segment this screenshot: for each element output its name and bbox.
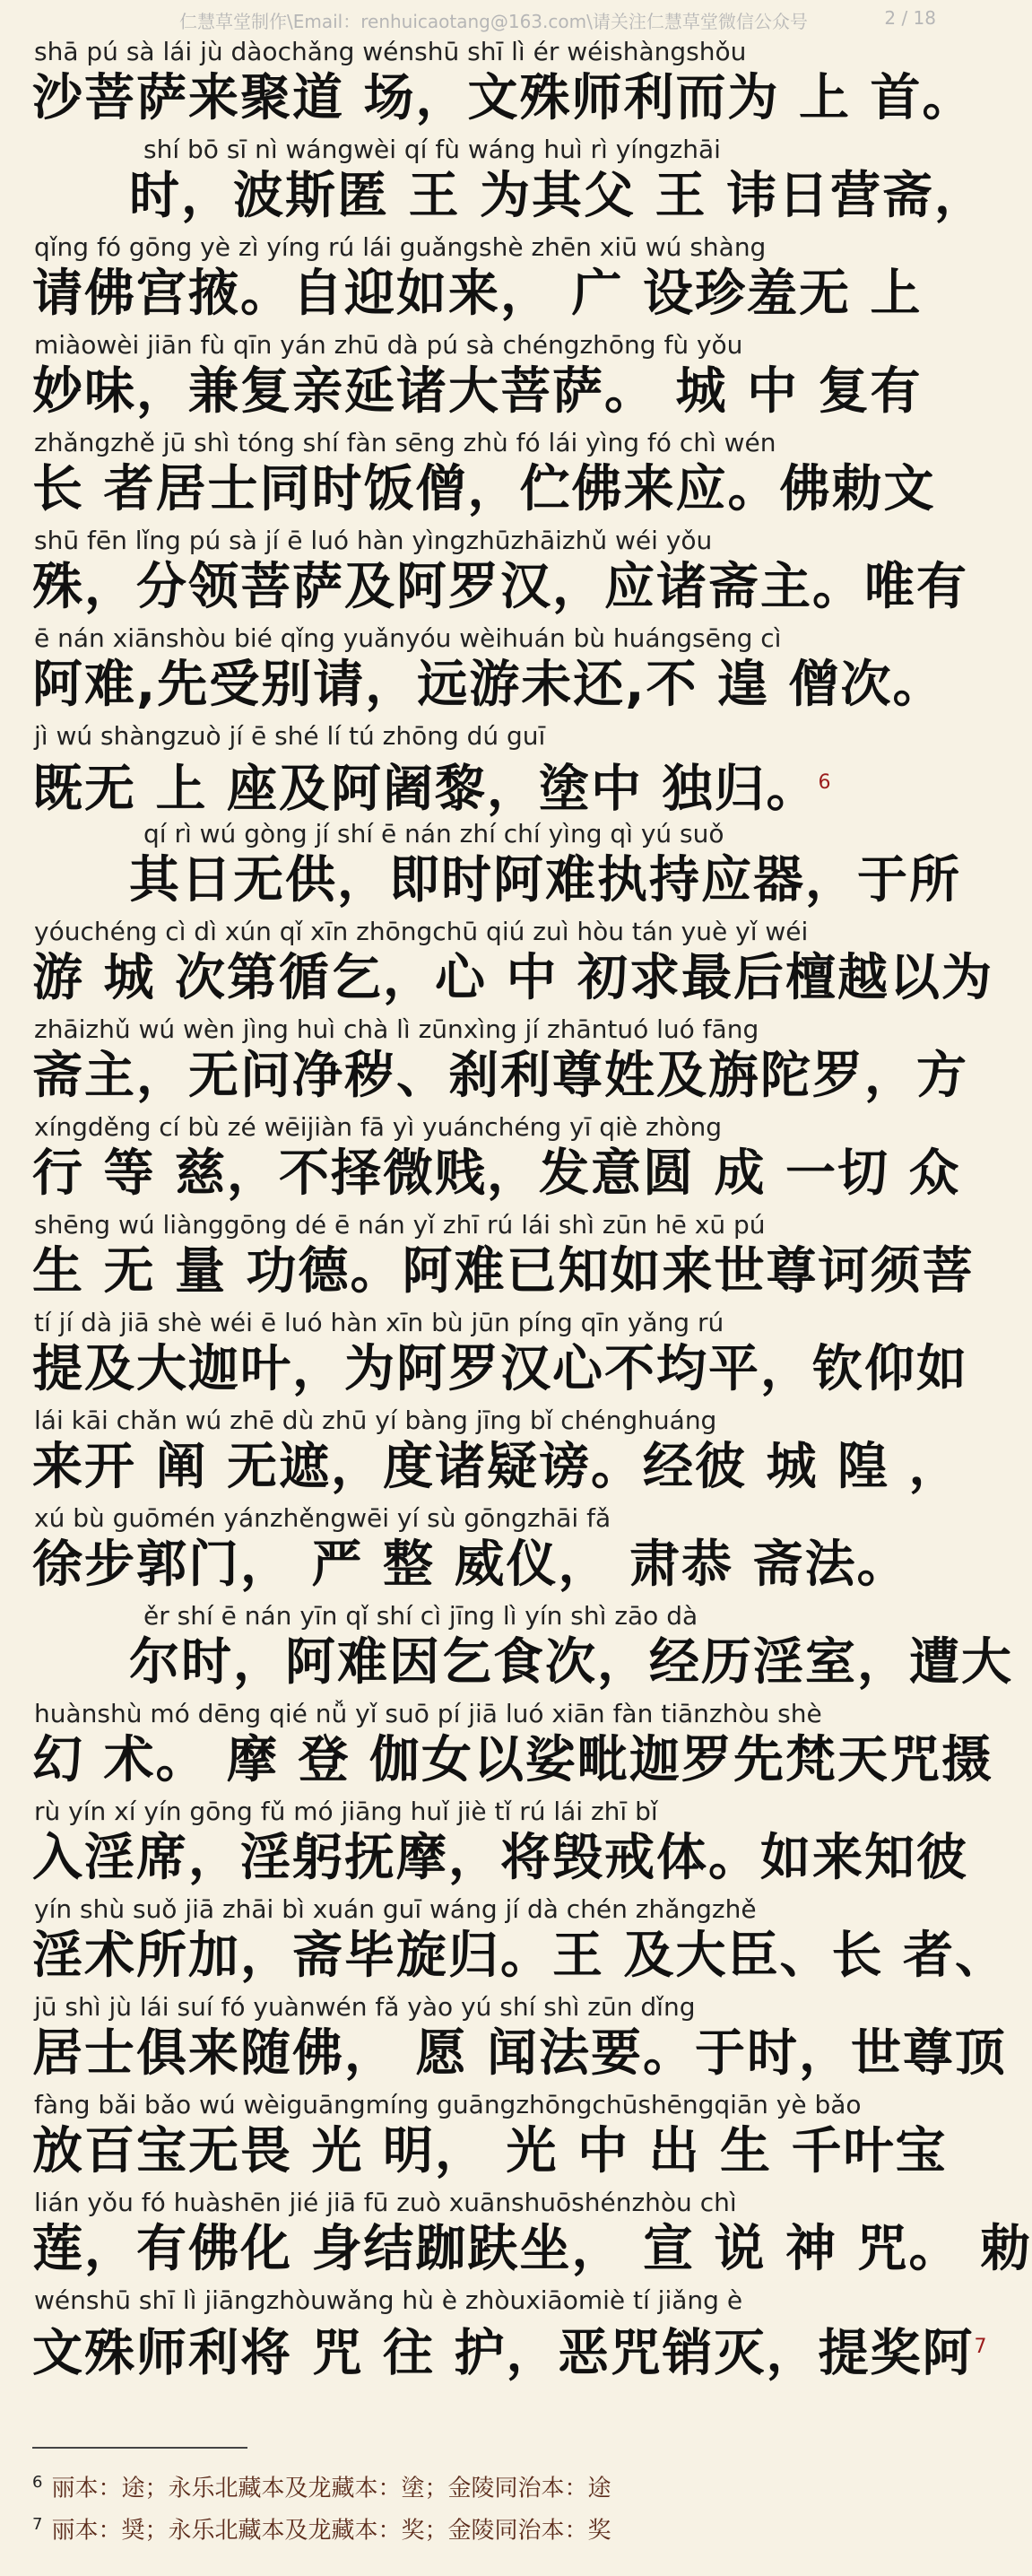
pinyin-line: qí rì wú gòng jí shí ē nán zhí chí yìng qì yú suǒ: [143, 819, 724, 849]
pinyin-line: yín shù suǒ jiā zhāi bì xuán guī wáng jí dà chén zhǎngzhě: [34, 1894, 757, 1924]
hanzi-line: 放百宝无畏 光 明， 光 中 出 生 千叶宝: [32, 2122, 948, 2180]
hanzi-line-text: 文殊师利将 咒 往 护，恶咒销灭，提奖阿: [32, 2324, 975, 2383]
footnote-number: 7: [32, 2514, 43, 2534]
pinyin-line: jì wú shàngzuò jí ē shé lí tú zhōng dú guī: [34, 721, 546, 751]
scripture-body: [0, 37, 1032, 2384]
hanzi-line: 妙味，兼复亲延诸大菩萨。 城 中 复有: [32, 362, 923, 421]
text-line: [0, 2091, 968, 2189]
text-line: [0, 624, 968, 722]
text-line: [0, 1894, 1007, 1993]
text-line: [0, 1699, 993, 1797]
hanzi-line: 斋主，无问净秽、刹利尊姓及旃陀罗，方: [32, 1047, 968, 1105]
text-line: [0, 917, 993, 1015]
text-line: [0, 1210, 975, 1309]
footnote-marker-6[interactable]: 6: [818, 771, 833, 794]
hanzi-line: 居士俱来随佛， 愿 闻法要。于时，世尊顶: [32, 2024, 1007, 2083]
footnote-divider: [32, 2447, 247, 2449]
text-line: [0, 2285, 989, 2384]
footnote-text: 丽本：途；永乐北藏本及龙藏本：塗；金陵同治本：途: [51, 2475, 611, 2502]
pinyin-line: ěr shí ē nán yīn qǐ shí cì jīng lì yín shì zāo dà: [143, 1601, 698, 1631]
page-header: [0, 0, 968, 39]
pinyin-line: shā pú sà lái jù dàochǎng wénshū shī lì ér wéishàngshǒu: [34, 37, 747, 66]
footnotes: [32, 2447, 936, 2548]
pinyin-line: miàowèi jiān fù qīn yán zhū dà pú sà chéngzhōng fù yǒu: [34, 330, 743, 360]
text-line: [0, 37, 975, 135]
pinyin-line: tí jí dà jiā shè wéi ē luó hàn xīn bù jūn píng qīn yǎng rú: [34, 1308, 724, 1337]
text-line: [0, 527, 968, 624]
text-line: [0, 1309, 968, 1406]
pinyin-line: ē nán xiānshòu bié qǐng yuǎnyóu wèihuán bù huángsēng cì: [34, 623, 782, 653]
footnote-6: [32, 2465, 936, 2507]
text-line: [0, 1113, 968, 1211]
hanzi-line: 入淫席，淫躬抚摩，将毁戒体。如来知彼: [32, 1829, 968, 1887]
text-line: [0, 1992, 1007, 2091]
hanzi-line: 殊，分领菩萨及阿罗汉，应诸斋主。唯有: [32, 558, 968, 616]
footnote-7: [32, 2507, 936, 2549]
hanzi-line-text: 既无 上 座及阿阇黎，塗中 独归。: [32, 760, 819, 819]
hanzi-line: 徐步郭门， 严 整 威仪， 肃恭 斋法。: [32, 1536, 909, 1594]
pinyin-line: shēng wú liànggōng dé ē nán yǐ zhī rú lái shì zūn hē xū pú: [34, 1210, 766, 1240]
pinyin-line: lái kāi chǎn wú zhē dù zhū yí bàng jīng bǐ chénghuáng: [34, 1405, 717, 1435]
text-line: [0, 722, 968, 820]
pinyin-line: huànshù mó dēng qié nǚ yǐ suō pí jiā luó xiān fàn tiānzhòu shè: [34, 1699, 822, 1728]
text-line: [0, 1601, 1013, 1700]
hanzi-line: 游 城 次第循乞，心 中 初求最后檀越以为: [32, 949, 993, 1007]
text-line: [0, 1015, 968, 1113]
pinyin-line: yóuchéng cì dì xún qǐ xīn zhōngchū qiú zuì hòu tán yuè yǐ wéi: [34, 917, 809, 946]
text-line: [0, 1406, 968, 1504]
pinyin-line: shū fēn lǐng pú sà jí ē luó hàn yìngzhūzhāizhǔ wéi yǒu: [34, 526, 713, 555]
hanzi-line: 阿难,先受别请，远游未还,不 遑 僧次。: [32, 656, 945, 714]
page-number: 2 / 18: [884, 7, 936, 29]
text-line: [0, 135, 986, 233]
pinyin-line: zhǎngzhě jū shì tóng shí fàn sēng zhù fó lái yìng fó chì wén: [34, 428, 776, 457]
hanzi-line: 长 者居士同时饭僧，伫佛来应。佛勅文: [32, 460, 936, 518]
text-line: [0, 1504, 968, 1602]
pinyin-line: jū shì jù lái suí fó yuànwén fǎ yào yú shí shì zūn dǐng: [34, 1992, 696, 2022]
pinyin-line: xú bù guōmén yánzhěngwēi yí sù gōngzhāi fǎ: [34, 1503, 611, 1533]
pinyin-line: zhāizhǔ wú wèn jìng huì chà lì zūnxìng jí zhāntuó luó fāng: [34, 1014, 759, 1044]
hanzi-line: 尔时，阿难因乞食次，经历淫室，遭大: [129, 1633, 1013, 1692]
pinyin-line: xíngděng cí bù zé wēijiàn fā yì yuánchéng yī qiè zhòng: [34, 1112, 723, 1142]
text-line: [0, 2188, 1032, 2286]
hanzi-line: 请佛宫掖。自迎如来， 广 设珍羞无 上: [32, 265, 923, 323]
pinyin-line: lián yǒu fó huàshēn jié jiā fū zuò xuānshuōshénzhòu chì: [34, 2188, 737, 2217]
pinyin-line: shí bō sī nì wángwèi qí fù wáng huì rì yíngzhāi: [143, 135, 721, 164]
hanzi-line: 行 等 慈，不择微贱，发意圆 成 一切 众: [32, 1144, 961, 1203]
hanzi-line: [32, 754, 833, 819]
text-line: [0, 331, 968, 429]
text-line: [0, 1797, 968, 1895]
pinyin-line: qǐng fó gōng yè zì yíng rú lái guǎngshè zhēn xiū wú shàng: [34, 232, 767, 262]
pinyin-line: rù yín xí yín gōng fǔ mó jiāng huǐ jiè tǐ rú lái zhī bǐ: [34, 1797, 658, 1826]
hanzi-line: 沙菩萨来聚道 场，文殊师利而为 上 首。: [32, 69, 975, 127]
text-line: [0, 429, 968, 527]
hanzi-line: [32, 2319, 989, 2383]
pinyin-line: fàng bǎi bǎo wú wèiguāngmíng guāngzhōngchūshēngqiān yè bǎo: [34, 2090, 862, 2119]
hanzi-line: 来开 阐 无遮，度诸疑谤。经彼 城 隍 ，: [32, 1438, 961, 1496]
hanzi-line: 幻 术。 摩 登 伽女以娑毗迦罗先梵天咒摄: [32, 1731, 993, 1789]
text-line: [0, 820, 968, 918]
hanzi-line: 莲，有佛化 身结跏趺坐， 宣 说 神 咒。 勅: [32, 2220, 1032, 2278]
watermark-title: 仁慧草堂制作\Email：renhuicaotang@163.com\请关注仁慧草堂微信公众号: [179, 11, 808, 32]
hanzi-line: 淫术所加，斋毕旋归。王 及大臣、长 者、: [32, 1927, 1007, 1985]
text-line: [0, 233, 968, 331]
hanzi-line: 生 无 量 功德。阿难已知如来世尊诃须菩: [32, 1242, 975, 1301]
hanzi-line: 提及大迦叶，为阿罗汉心不均平，钦仰如: [32, 1340, 968, 1398]
footnote-text: 丽本：奨；永乐北藏本及龙藏本：奖；金陵同治本：奖: [51, 2517, 611, 2545]
hanzi-line: 其日无供，即时阿难执持应器，于所: [129, 851, 961, 909]
footnote-marker-7[interactable]: 7: [974, 2336, 989, 2358]
footnote-number: 6: [32, 2473, 43, 2492]
hanzi-line: 时，波斯匿 王 为其父 王 讳日营斋，: [129, 167, 986, 225]
pinyin-line: wénshū shī lì jiāngzhòuwǎng hù è zhòuxiāomiè tí jiǎng è: [34, 2285, 743, 2315]
